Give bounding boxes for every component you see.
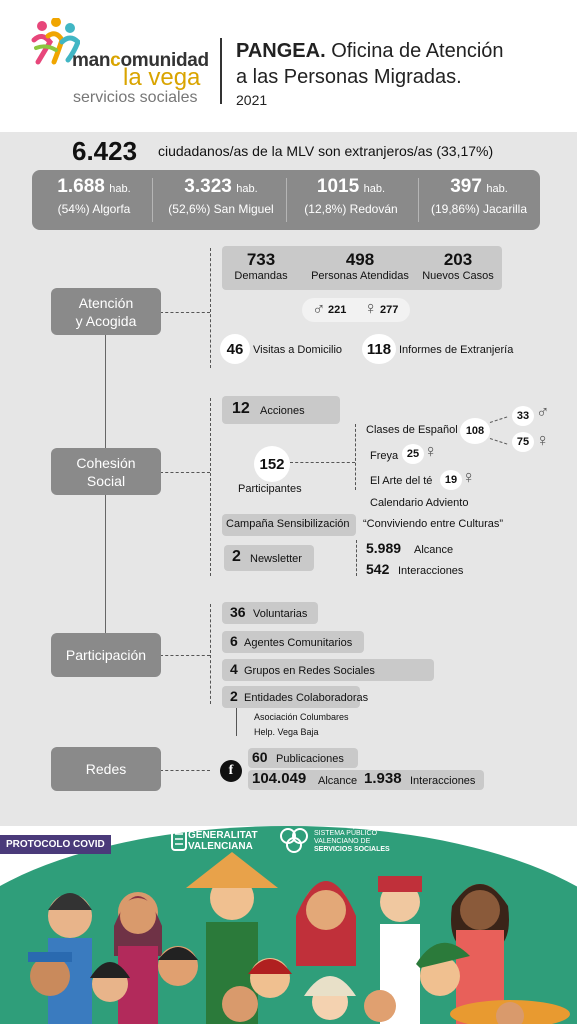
total-number: 6.423 xyxy=(72,136,138,166)
clases-label: Clases de Español xyxy=(366,424,458,436)
divider xyxy=(152,178,153,222)
item-label: Entidades Colaboradoras xyxy=(244,692,369,704)
page-title: PANGEA. Oficina de Atención a las Personas Migradas. xyxy=(236,40,504,88)
visitas-number: 46 xyxy=(220,334,250,364)
connector xyxy=(210,604,211,704)
connector xyxy=(236,708,237,736)
female-icon: ♀ xyxy=(536,430,550,450)
clases-male-count: 33 xyxy=(512,406,534,426)
interacciones-label: Interacciones xyxy=(398,565,464,577)
page-year: 2021 xyxy=(236,92,268,108)
redes-interacciones-label: Interacciones xyxy=(410,775,476,787)
logo-text-servicios: servicios sociales xyxy=(73,89,198,106)
item-number: 2 xyxy=(230,688,238,704)
campana-label: Campaña Sensibilización xyxy=(226,518,350,530)
connector xyxy=(160,770,210,771)
newsletter-label: Newsletter xyxy=(250,553,302,565)
servicios-sociales-text: SISTEMA PÚBLICO VALENCIANO DE SERVICIOS SOCIALES xyxy=(314,830,390,853)
informes-label: Informes de Extranjería xyxy=(399,344,514,356)
stat-atendidas: 498 Personas Atendidas xyxy=(311,250,409,282)
section-redes: Redes xyxy=(51,747,161,791)
female-icon: ♀ xyxy=(462,467,476,487)
alcance-number: 5.989 xyxy=(366,540,402,556)
te-label: El Arte del té xyxy=(370,475,433,487)
redes-alcance-number: 104.049 xyxy=(252,770,307,787)
entidad-columbares: Asociación Columbares xyxy=(254,712,349,722)
publicaciones-label: Publicaciones xyxy=(276,753,344,765)
freya-label: Freya xyxy=(370,450,399,462)
participantes-label: Participantes xyxy=(238,483,302,495)
informes-number: 118 xyxy=(362,334,396,364)
item-label: Grupos en Redes Sociales xyxy=(244,665,375,677)
logo-text-la-vega: la vega xyxy=(123,64,201,91)
newsletter-number: 2 xyxy=(232,548,241,565)
municipality-item: 3.323 hab. (52,6%) San Miguel xyxy=(168,176,274,216)
municipality-item: 1.688 hab. (54%) Algorfa xyxy=(57,176,131,216)
te-number: 19 xyxy=(440,470,462,490)
municipality-item: 1015 hab. (12,8%) Redován xyxy=(304,176,398,216)
generalitat-logo-icon xyxy=(170,826,188,854)
publicaciones-number: 60 xyxy=(252,749,268,765)
servicios-sociales-logo-icon xyxy=(278,826,310,854)
clases-number: 108 xyxy=(460,418,490,444)
female-count: 277 xyxy=(380,304,399,316)
covid-badge: PROTOCOLO COVID xyxy=(0,835,111,854)
participantes-number: 152 xyxy=(254,446,290,482)
section-cohesion: Cohesión Social xyxy=(51,448,161,495)
visitas-label: Visitas a Domicilio xyxy=(253,344,343,356)
connector xyxy=(160,312,210,313)
connector xyxy=(160,472,210,473)
connector xyxy=(356,540,357,576)
clases-female-count: 75 xyxy=(512,432,534,452)
female-icon: ♀ xyxy=(424,441,438,461)
male-icon: ♂ xyxy=(536,402,550,422)
municipality-item: 397 hab. (19,86%) Jacarilla xyxy=(430,176,528,216)
connector xyxy=(290,462,355,463)
female-icon: ♀ xyxy=(364,298,378,318)
item-label: Agentes Comunitarios xyxy=(244,637,353,649)
campana-quote: “Conviviendo entre Culturas” xyxy=(363,518,504,530)
redes-interacciones-number: 1.938 xyxy=(364,770,402,787)
item-number: 6 xyxy=(230,633,238,649)
freya-number: 25 xyxy=(402,444,424,464)
section-atencion: Atención y Acogida xyxy=(51,288,161,335)
section-participacion: Participación xyxy=(51,633,161,677)
acciones-label: Acciones xyxy=(260,405,305,417)
interacciones-number: 542 xyxy=(366,561,390,577)
generalitat-text: GENERALITAT VALENCIANA xyxy=(188,830,258,852)
item-number: 4 xyxy=(230,661,238,677)
connector xyxy=(160,655,210,656)
logo-text-mancomunidad: mancomunidad xyxy=(72,50,209,71)
stat-demandas: 733 Demandas xyxy=(234,250,288,282)
calendario-label: Calendario Adviento xyxy=(370,497,469,509)
acciones-number: 12 xyxy=(232,400,250,417)
male-count: 221 xyxy=(328,304,347,316)
redes-alcance-label: Alcance xyxy=(318,775,358,787)
connector xyxy=(210,398,211,576)
facebook-icon: f xyxy=(220,760,242,782)
connector xyxy=(210,248,211,368)
people-illustration xyxy=(0,826,577,1024)
item-label: Voluntarias xyxy=(253,608,308,620)
connector xyxy=(355,424,356,490)
item-number: 36 xyxy=(230,604,246,620)
alcance-label: Alcance xyxy=(414,544,454,556)
total-text: ciudadanos/as de la MLV son extranjeros/as (33,17%) xyxy=(158,143,494,159)
stat-nuevos: 203 Nuevos Casos xyxy=(422,250,494,282)
male-icon: ♂ xyxy=(312,299,326,319)
entidad-help-vega-baja: Help. Vega Baja xyxy=(254,727,319,737)
header-divider xyxy=(220,38,222,104)
footer-illustration xyxy=(0,826,577,1024)
